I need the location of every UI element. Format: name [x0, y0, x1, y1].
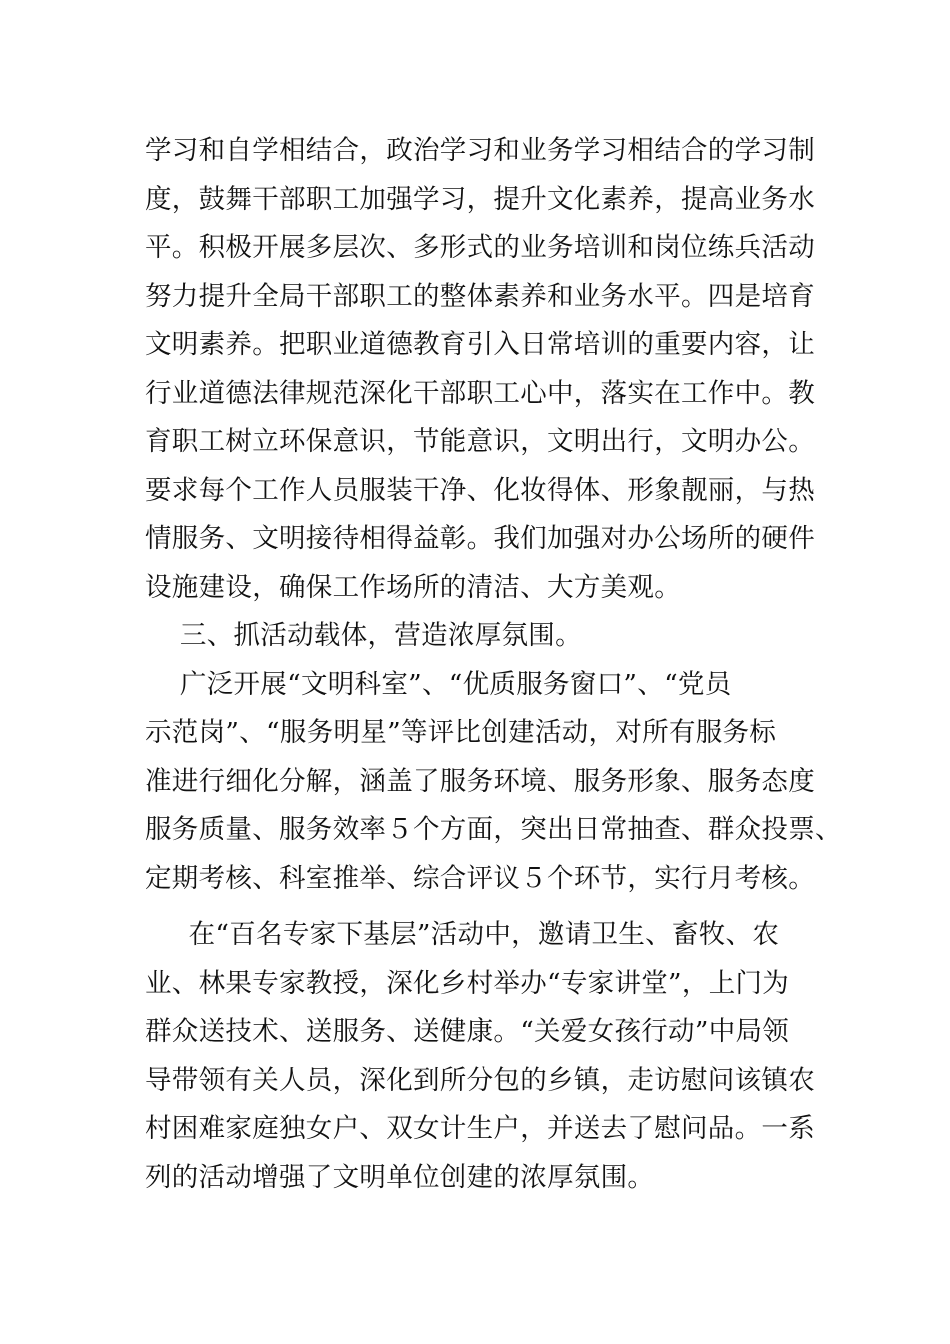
text-line: 服务质量、服务效率５个方面，突出日常抽查、群众投票、 [145, 814, 842, 845]
text-line: 列的活动增强了文明单位创建的浓厚氛围。 [145, 1161, 655, 1193]
text-line: 广泛开展“文明科室”、“优质服务窗口”、“党员 [145, 668, 732, 700]
text-line: 导带领有关人员，深化到所分包的乡镇，走访慰问该镇农 [145, 1064, 815, 1096]
text-line: 在“百名专家下基层”活动中，邀请卫生、畜牧、农 [145, 919, 780, 950]
text-line: 平。积极开展多层次、多形式的业务培训和岗位练兵活动 [145, 232, 815, 263]
text-line: 文明素养。把职业道德教育引入日常培训的重要内容，让 [145, 329, 815, 360]
document-body [145, 127, 842, 1202]
text-line: 定期考核、科室推举、综合评议５个环节，实行月考核。 [145, 862, 815, 894]
text-line: 群众送技术、送服务、送健康。“关爱女孩行动”中局领 [145, 1016, 790, 1047]
paragraph-gap [145, 903, 810, 911]
text-line: 度，鼓舞干部职工加强学习，提升文化素养，提高业务水 [145, 183, 815, 215]
text-line: 学习和自学相结合，政治学习和业务学习相结合的学习制 [145, 135, 815, 166]
text-line: 村困难家庭独女户、双女计生户，并送去了慰问品。一系 [145, 1113, 815, 1144]
text-line: 情服务、文明接待相得益彰。我们加强对办公场所的硬件 [145, 523, 815, 554]
text-line: 育职工树立环保意识，节能意识，文明出行，文明办公。 [145, 426, 815, 457]
text-line: 行业道德法律规范深化干部职工心中，落实在工作中。教 [145, 377, 815, 409]
text-line: 准进行细化分解，涵盖了服务环境、服务形象、服务态度 [145, 765, 815, 797]
section-heading: 三、抓活动载体，营造浓厚氛围。 [145, 620, 582, 651]
text-line: 设施建设，确保工作场所的清洁、大方美观。 [145, 571, 681, 603]
text-line: 要求每个工作人员服装干净、化妆得体、形象靓丽，与热 [145, 474, 815, 506]
text-line: 努力提升全局干部职工的整体素养和业务水平。四是培育 [145, 280, 815, 312]
text-line: 示范岗”、“服务明星”等评比创建活动，对所有服务标 [145, 717, 777, 748]
text-line: 业、林果专家教授，深化乡村举办“专家讲堂”，上门为 [145, 967, 790, 999]
